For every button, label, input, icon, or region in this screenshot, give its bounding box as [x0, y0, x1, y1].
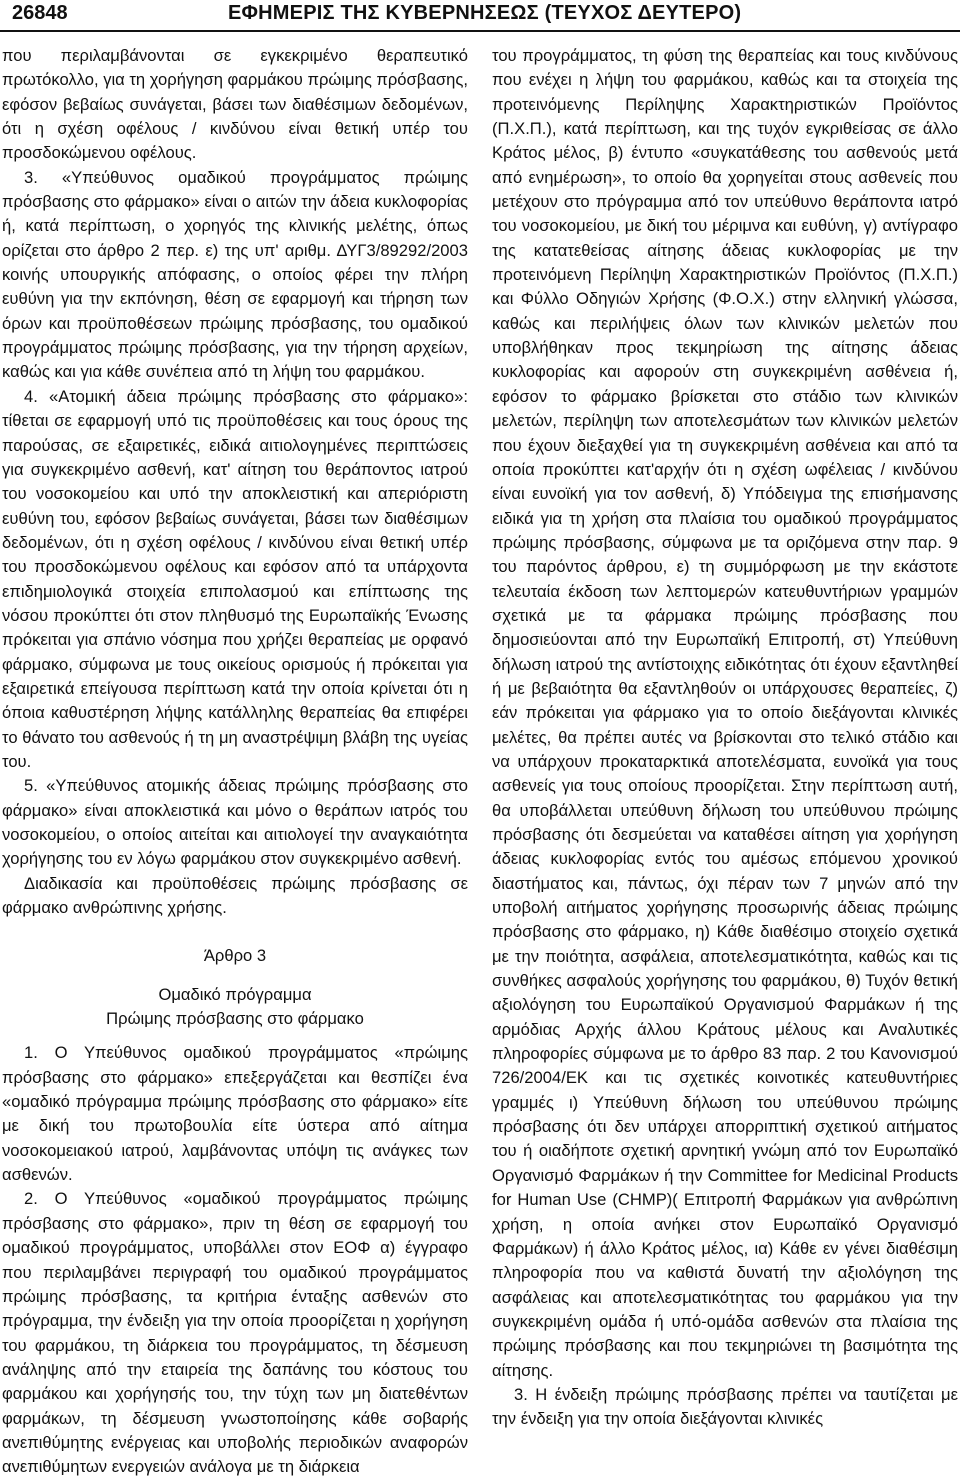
paragraph: Διαδικασία και προϋποθέσεις πρώιμης πρόσβασης σε φάρμακο ανθρώπινης χρήσης.: [2, 873, 468, 918]
spacer: [2, 969, 468, 983]
spacer: [2, 1031, 468, 1041]
paragraph: 3. Η ένδειξη πρώιμης πρόσβασης πρέπει να ταυτίζεται με την ένδειξη για την οποία διεξάγονται κλινικές: [492, 1384, 958, 1429]
article-title: Ομαδικό πρόγραμμα: [158, 984, 312, 1004]
paragraph: 3. «Υπεύθυνος ομαδικού προγράμματος πρώιμης πρόσβασης στο φάρμακο» είναι ο αιτών την άδεια κυκλοφορίας ή, κατά περίπτωση, ο χορηγός της κλινικής μελέτης, όπως ορίζεται στο άρθρο 2 περ. ε) της υπ' αριθμ. ΔΥΓ3/89292/2003 κοινής υπουργικής απόφασης, ο οποίος φέρει την πλήρη ευθύνη για την εκπόνηση, θέση σε εφαρμογή και τήρηση των όρων και προϋποθέσεων πρώιμης πρόσβασης, του ομαδικού προγράμματος πρώιμης πρόσβασης, για την τήρηση αρχείων, καθώς και για κάθε συνέπεια από τη λήψη του φαρμάκου.: [2, 167, 468, 382]
gazette-title: ΕΦΗΜΕΡΙΣ ΤΗΣ ΚΥΒΕΡΝΗΣΕΩΣ (ΤΕΥΧΟΣ ΔΕΥΤΕΡΟ): [228, 2, 742, 24]
right-column: [492, 44, 958, 1429]
paragraph: 1. Ο Υπεύθυνος ομαδικού προγράμματος «πρώιμης πρόσβασης στο φάρμακο» επεξεργάζεται και θεσπίζει ένα «ομαδικό πρόγραμμα πρώιμης πρόσβασης στο φάρμακο» είτε με δική του πρωτοβουλία είτε ύστερα από αίτημα νοσοκομειακού ιατρού, λαμβάνοντας υπόψη τις ανάγκες των ασθενών.: [2, 1043, 468, 1185]
paragraph: 2. Ο Υπεύθυνος «ομαδικού προγράμματος πρώιμης πρόσβασης στο φάρμακο», πριν τη θέση σε εφαρμογή του ομαδικού προγράμματος, υποβάλλει στον ΕΟΦ α) έγγραφο που περιλαμβάνει περιγραφή του ομαδικού προγράμματος πρώιμης πρόσβασης, τα κριτήρια ένταξης ασθενών στο πρόγραμμα, την ένδειξη για την οποία προορίζεται η χορήγηση του φαρμάκου, τη διάρκεια του προγράμματος, τη δέσμευση ανάληψης από την εταιρεία της δαπάνης του κόστους του φαρμάκου και χορήγησής του, την τύχη των μη διατεθέντων φαρμάκων, τη δέσμευση γνωστοποίησης κάθε σοβαρής ανεπιθύμητης ενέργειας και υποβολής περιοδικών αναφορών ανεπιθύμητων ενεργειών ανάλογα με τη διάρκεια: [2, 1189, 468, 1477]
left-column: [2, 44, 468, 1477]
article-heading: Άρθρο 3: [203, 946, 267, 966]
header-rule: [0, 30, 960, 32]
page-number: 26848: [12, 2, 68, 24]
paragraph: του προγράμματος, τη φύση της θεραπείας και τους κινδύνους που ενέχει η λήψη του φαρμάκου, καθώς και τα στοιχεία της προτεινόμενης Περίληψης Χαρακτηριστικών Προϊόντος (Π.Χ.Π.), κατά περίπτωση, και της τυχόν εγκριθείσας σε άλλο Κράτος μέλος, β) έντυπο «συγκατάθεσης του ασθενούς μετά από ενημέρωση», το οποίο θα χορηγείται στους ασθενείς που μετέχουν στο πρόγραμμα από τον υπεύθυνο θεράποντα ιατρό του νοσοκομείου, με δική του μέριμνα και ευθύνη, γ) αντίγραφο της κατατεθείσας αίτησης άδειας κυκλοφορίας με την προτεινόμενη Περίληψη Χαρακτηριστικών Προϊόντος (Π.Χ.Π.) και Φύλλο Οδηγιών Χρήσης (Φ.Ο.Χ.) στην ελληνική γλώσσα, καθώς και περιλήψεις όλων των κλινικών μελετών που υποβλήθηκαν προς τεκμηρίωση της αίτησης άδειας κυκλοφορίας και αφορούν στη συγκεκριμένη ασθένεια ή, εφόσον το φάρμακο βρίσκεται στο στάδιο των κλινικών μελετών, περίληψη των αποτελεσμάτων των κλινικών μελετών που έχουν διεξαχθεί για τη συγκεκριμένη ασθένεια και από τα οποία προκύπτει κατ'αρχήν ότι η σχέση ωφέλειας / κινδύνου είναι ευνοϊκή για τον ασθενή, δ) Υπόδειγμα της επισήμανσης ειδικά για τη χρήση στα πλαίσια του ομαδικού προγράμματος πρώιμης πρόσβασης, σύμφωνα με τα οριζόμενα στην παρ. 9 του παρόντος άρθρου, ε) τη συμμόρφωση με την εκάστοτε τελευταία έκδοση των λεπτομερών κατευθυντήριων γραμμών σχετικά με τα φάρμακα πρώιμης πρόσβασης που δημοσιεύονται από την Ευρωπαϊκή Επιτροπή, στ) Υπεύθυνη δήλωση ιατρού της αντίστοιχης ειδικότητας ότι έχουν εξαντληθεί ή με βεβαιότητα θα εξαντληθούν οι υπάρχουσες θεραπείες, ζ) εάν πρόκειται για φάρμακο για το οποίο διεξάγονται κλινικές μελέτες, θα πρέπει αυτές να βρίσκονται στο τελικό στάδιο και να υπάρχουν προκαταρκτικά αποτελέσματα, ευνοϊκά για τους ασθενείς για τους οποίους προορίζεται. Στην περίπτωση αυτή, θα υποβάλλεται υπεύθυνη δήλωση του υπεύθυνου πρώιμης πρόσβασης ότι δεσμεύεται να καταθέσει αίτηση για χορήγηση άδειας κυκλοφορίας εντός του αμέσως επόμενου χρονικού διαστήματος και, πάντως, όχι πέραν των 7 μηνών από την υποβολή αιτήματος χορήγησης προσωρινής άδειας πρώιμης πρόσβασης στο φάρμακο, η) Κάθε διαθέσιμο στοιχείο σχετικά με την ποιότητα, ασφάλεια, αποτελεσματικότητα, καθώς και τις συνθήκες ασφαλούς χορήγησης του φαρμάκου, θ) Τυχόν θετική αξιολόγηση του Ευρωπαϊκού Οργανισμού Φαρμάκων ή της αρμόδιας Αρχής άλλου Κράτους μέλους και Αναλυτικές πληροφορίες σύμφωνα με το άρθρο 83 παρ. 2 του Κανονισμού 726/2004/ΕΚ και τις σχετικές κοινοτικές κατευθυντήριες γραμμές ι) Υπεύθυνη δήλωση του υπεύθυνου πρώιμης πρόσβασης ότι δεν υπάρχει απορριπτική σχετικού αιτήματος του ή οιαδήποτε σχετική αρνητική γνώμη από τον Ευρωπαϊκό Οργανισμό Φαρμάκων ή την Committee for Medicinal Products for Human Use (CHMP)( Επιτροπή Φαρμάκων για ανθρώπινη χρήση, η οποία ανήκει στον Ευρωπαϊκό Οργανισμό Φαρμάκων) ή άλλο Κράτος μέλος, ια) Κάθε εν γένει διαθέσιμη πληροφορία που να καθιστά δυνατή την αξιολόγηση της ασφάλειας και αποτελεσματικότητας του φαρμάκου για την συγκεκριμένη ομάδα ή υπό-ομάδα ασθενών στα πλαίσια της πρώιμης πρόσβασης και που τεκμηριώνει τη βασιμότητα της αίτησης.: [492, 46, 958, 1380]
paragraph: 4. «Ατομική άδεια πρώιμης πρόσβασης στο φάρμακο»: τίθεται σε εφαρμογή υπό τις προϋποθέσεις και τους όρους της παρούσας, σε εξαιρετικές, ειδικά αιτιολογημένες περιπτώσεις για συγκεκριμένο ασθενή, κατ' αίτηση του θεράποντος ιατρού του νοσοκομείου και υπό την αποκλειστική και απεριόριστη ευθύνη του, εφόσον βεβαίως συνάγεται, βάσει των διαθέσιμων δεδομένων, ότι η σχέση οφέλους / κινδύνου είναι θετική υπέρ του προσδοκώμενου οφέλους και εφόσον από τα υπάρχοντα επιδημιολογικά στοιχεία επιπολασμού και επίπτωσης της νόσου προκύπτει ότι στον πληθυσμό της Ευρωπαϊκής Ένωσης πρόκειται για σπάνιο νόσημα που χρήζει θεραπείας με ορφανό φάρμακο, σύμφωνα με τους οικείους ορισμούς ή πρόκειται για εξαιρετικά επείγουσα περίπτωση κατά την οποία κρίνεται ότι η όποια καθυστέρηση λήψης κατάλληλης θεραπείας θα επιφέρει το θάνατο του ασθενούς ή τη μη αναστρέψιμη βλάβη της υγείας του.: [2, 386, 468, 771]
paragraph: 5. «Υπεύθυνος ατομικής άδειας πρώιμης πρόσβασης στο φάρμακο» είναι αποκλειστικά και μόνο ο θεράπων ιατρός του νοσοκομείου, ο οποίος αιτείται και αιτιολογεί την αναγκαιότητα χορήγησης του εν λόγω φαρμάκου στον συγκεκριμένο ασθενή.: [2, 776, 468, 869]
paragraph: που περιλαμβάνονται σε εγκεκριμένο θεραπευτικό πρωτόκολλο, για τη χορήγηση φαρμάκου πρώιμης πρόσβασης, εφόσον βεβαίως συνάγεται, βάσει των διαθέσιμων δεδομένων, ότι η σχέση οφέλους / κινδύνου είναι θετική υπέρ του προσδοκώμενου οφέλους.: [2, 46, 468, 163]
page-header: [0, 0, 960, 36]
article-title: Πρώιμης πρόσβασης στο φάρμακο: [106, 1009, 364, 1029]
spacer: [2, 920, 468, 944]
